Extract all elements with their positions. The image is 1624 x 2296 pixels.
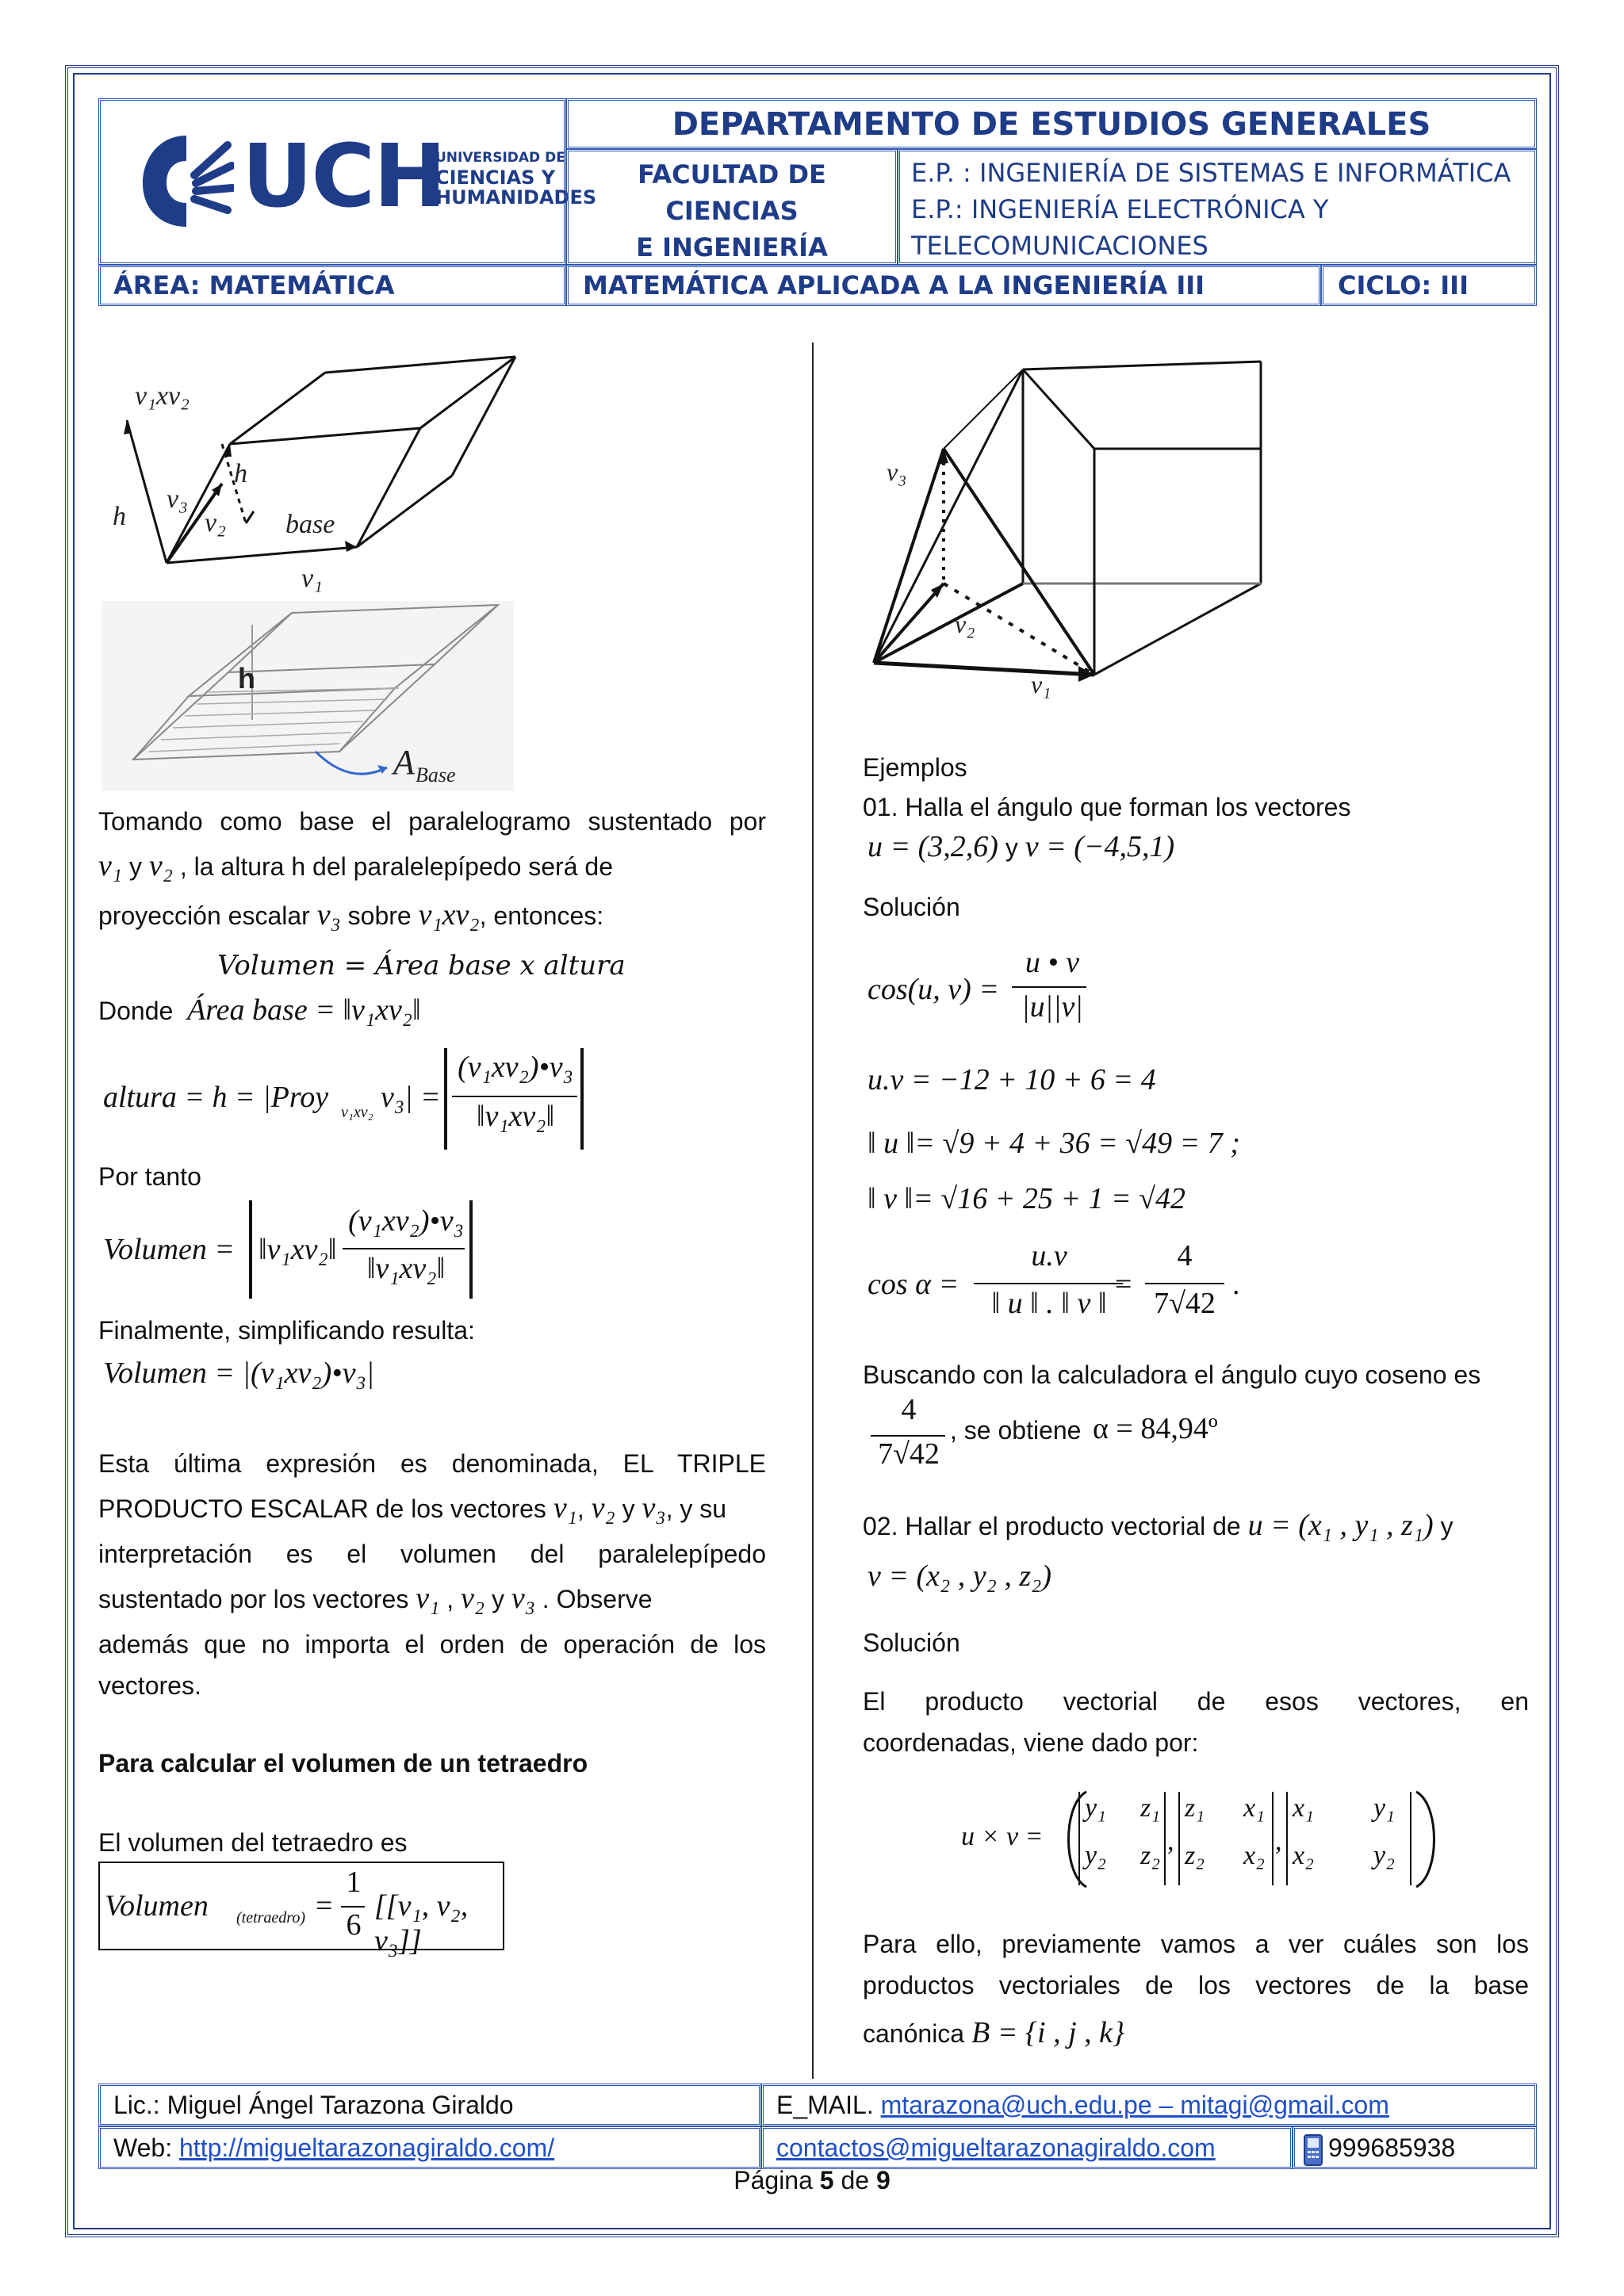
label-v1xv2: v₁xv₂ xyxy=(135,381,190,411)
formula-altura: altura = h = |Proy v₁xv₂ v₃| = (v₁xv₂)•v₃ ‖v₁xv₂‖ xyxy=(103,1047,674,1150)
canonical-p1: Para ello, previamente vamos a ver cuáles son los xyxy=(863,1930,1529,1958)
example2-title: 02. Hallar el producto vectorial de u = (x₁ , y₁ , z₁) y xyxy=(863,1509,1454,1542)
contact-email-link[interactable]: contactos@migueltarazonagiraldo.com xyxy=(776,2133,1216,2162)
tetrahedron-formula-box: Volumen (tetraedro) = 1 6 [[v₁, v₂, v₃]] xyxy=(98,1862,504,1950)
uch-emblem-icon xyxy=(139,128,234,231)
solution2-label: Solución xyxy=(863,1628,960,1657)
tetrahedron-heading: Para calcular el volumen de un tetraedro xyxy=(98,1749,588,1777)
logo-wordmark: UCH xyxy=(242,125,446,227)
label-v2: v₂ xyxy=(205,508,226,538)
label-tetra-v2: v₂ xyxy=(955,610,975,638)
label-v1: v₁ xyxy=(301,564,323,593)
label-tetra-v1: v₁ xyxy=(1031,670,1051,698)
footer-web: Web: http://migueltarazonagiraldo.com/ xyxy=(98,2126,761,2169)
logo-university-name: UNIVERSIDAD DE CIENCIAS Y HUMANIDADES xyxy=(435,150,597,209)
footer-contact xyxy=(761,2126,1293,2169)
department-title: DEPARTAMENTO DE ESTUDIOS GENERALES xyxy=(566,98,1537,149)
example1-title: 01. Halla el ángulo que forman los vectores xyxy=(863,793,1351,821)
example1-vectors: u = (3,2,6) y v = (−4,5,1) xyxy=(868,830,1175,863)
example2-vector-v: v = (x₂ , y₂ , z₂) xyxy=(868,1559,1051,1593)
cross-product-formula: u × v = y₁ z₁ y₂ z₂ , z₁ x₁ z₂ x₂ , x₁ y₁ x₂ y₂ xyxy=(961,1789,1453,1892)
tetrahedron-figure xyxy=(864,346,1293,710)
label-h-outer: h xyxy=(113,502,126,531)
formula-volume-final: Volumen = |(v₁xv₂)•v₃| xyxy=(103,1357,375,1390)
page-number: Página 5 de 9 xyxy=(733,2166,891,2195)
tetrahedron-intro: El volumen del tetraedro es xyxy=(98,1828,408,1857)
formula-volume: Volumen = Área base x altura xyxy=(217,950,626,982)
result-alpha: 4 7√42 , se obtiene α = 84,94º xyxy=(868,1392,1518,1479)
canonical-p3: canónica B = {i , j , k} xyxy=(863,2016,1125,2049)
parallelepiped-figure xyxy=(103,341,531,603)
dot-product: u.v = −12 + 10 + 6 = 4 xyxy=(868,1063,1156,1096)
label-h-inner: h xyxy=(234,459,247,488)
paragraph-base-line3: proyección escalar v₃ sobre v₁xv₂, entonces: xyxy=(98,898,604,932)
course-title: MATEMÁTICA APLICADA A LA INGENIERÍA III xyxy=(566,265,1321,306)
footer-phone: 999685938 xyxy=(1293,2126,1537,2169)
university-logo xyxy=(98,98,597,265)
footer-author: Lic.: Miguel Ángel Tarazona Giraldo xyxy=(98,2084,761,2126)
triple-product-p1: Esta última expresión es denominada, EL TRIPLE xyxy=(98,1449,766,1478)
triple-product-p2: PRODUCTO ESCALAR de los vectores v₁, v₂ y v₃, y su xyxy=(98,1491,727,1525)
ejemplos-heading: Ejemplos xyxy=(863,753,967,782)
canonical-p2: productos vectoriales de los vectores de la base xyxy=(863,1971,1529,1999)
triple-product-p4: sustentado por los vectores v₁ , v₂ y v₃ . Observe xyxy=(98,1582,653,1615)
formula-cos-uv: cos(u, v) = u • v |u||v| xyxy=(868,945,1185,1032)
area-label: ÁREA: MATEMÁTICA xyxy=(98,265,566,306)
norm-v: ‖ v ‖= √16 + 25 + 1 = √42 xyxy=(868,1182,1185,1215)
label-abase-sub: Base xyxy=(416,763,456,786)
buscando-text: Buscando con la calculadora el ángulo cuyo coseno es xyxy=(863,1360,1481,1389)
formula-volume-full: Volumen = ‖v₁xv₂‖ (v₁xv₂)•v₃ ‖v₁xv₂‖ xyxy=(103,1200,674,1303)
email-link[interactable]: mtarazona@uch.edu.pe – mitagi@gmail.com xyxy=(880,2091,1389,2119)
label-tetra-v3: v₃ xyxy=(887,457,907,486)
label-base: base xyxy=(285,510,335,539)
solution1-label: Solución xyxy=(863,893,960,921)
prism-base-figure xyxy=(102,601,514,791)
norm-u: ‖ u ‖= √9 + 4 + 36 = √49 = 7 ; xyxy=(868,1127,1240,1160)
paragraph-base: Tomando como base el paralelogramo sustentado por xyxy=(98,807,766,836)
formula-cos-alpha: cos α = u.v ‖ u ‖ . ‖ v ‖ = 4 7√42 . xyxy=(868,1239,1240,1320)
label-abase: A xyxy=(393,743,415,782)
label-v3: v₃ xyxy=(167,484,188,514)
finalmente: Finalmente, simplificando resulta: xyxy=(98,1316,475,1345)
cross-intro-line1: El producto vectorial de esos vectores, en xyxy=(863,1687,1529,1716)
column-divider xyxy=(812,342,814,2079)
donde-area-base: Donde Área base = ‖v₁xv₂‖ xyxy=(98,993,421,1027)
footer-email: E_MAIL. mtarazona@uch.edu.pe – mitagi@gmail.com xyxy=(761,2084,1537,2126)
triple-product-p3: interpretación es el volumen del paralelepípedo xyxy=(98,1540,766,1568)
por-tanto: Por tanto xyxy=(98,1162,201,1191)
cross-intro-line2: coordenadas, viene dado por: xyxy=(863,1728,1199,1757)
cycle-label: CICLO: III xyxy=(1321,265,1537,306)
paragraph-base-line2: v₁ y v₂ , la altura h del paralelepípedo será de xyxy=(98,849,613,882)
web-link[interactable]: http://migueltarazonagiraldo.com/ xyxy=(179,2133,555,2162)
triple-product-p5: además que no importa el orden de operación de los xyxy=(98,1630,766,1659)
faculty-name: FACULTAD DE CIENCIAS E INGENIERÍA xyxy=(566,149,898,265)
label-prism-h: h xyxy=(238,662,255,695)
triple-product-p6: vectores. xyxy=(98,1671,201,1700)
professional-schools: E.P. : INGENIERÍA DE SISTEMAS E INFORMÁTICA E.P.: INGENIERÍA ELECTRÓNICA Y TELECOMUNICACIONES xyxy=(898,149,1537,265)
mobile-phone-icon xyxy=(1303,2133,1323,2167)
